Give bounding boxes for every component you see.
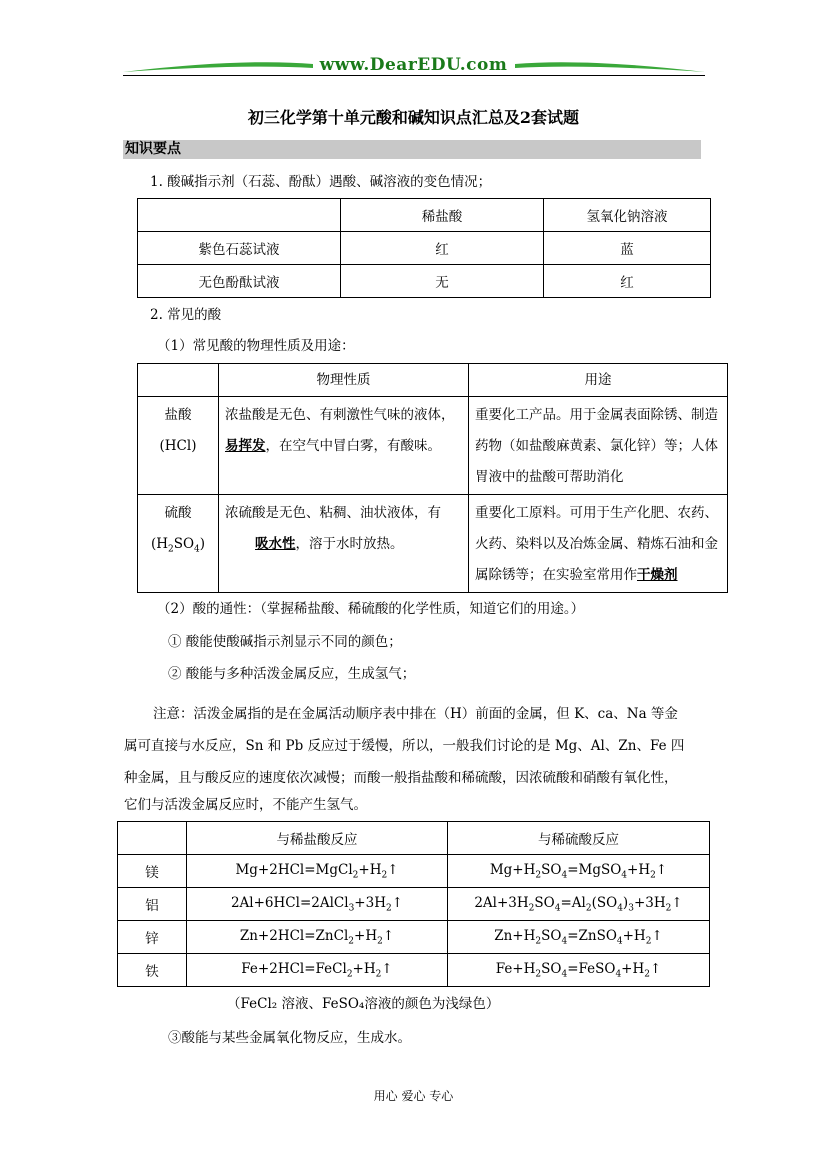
property-3: ③酸能与某些金属氧化物反应，生成水。 <box>168 1030 411 1046</box>
table-header: 与稀盐酸反应 <box>187 822 448 855</box>
equation-cell: $2Al+6HCl=2AlCl_3+3H_2↑$ <box>187 888 448 921</box>
equation-cell: $2Al+3H_2SO_4=Al_2(SO_4)_3+3H_2↑$ <box>448 888 710 921</box>
item-2-2: （2）酸的通性：（掌握稀盐酸、稀硫酸的化学性质，知道它们的用途。） <box>157 601 585 617</box>
section-title: 知识要点 <box>123 140 701 159</box>
item-2-1: （1）常见酸的物理性质及用途： <box>157 338 355 354</box>
acid-name-cell <box>138 495 219 593</box>
text: SO <box>173 536 195 552</box>
note-line: 注意：活泼金属指的是在金属活动顺序表中排在（H）前面的金属，但 K、ca、Na 等金 <box>153 706 678 722</box>
color-note: （FeCl₂ 溶液、FeSO₄溶液的颜色为浅绿色） <box>227 996 500 1012</box>
equation-cell: $Zn+H_2SO_4=ZnSO_4+H_2↑$ <box>448 921 710 954</box>
table-cell: 蓝 <box>544 232 711 265</box>
item-2: 2. 常见的酸 <box>150 307 222 323</box>
use-cell: 重要化工产品。用于金属表面除锈、制造药物（如盐酸麻黄素、氯化锌）等；人体胃液中的盐酸可帮助消化 <box>469 397 728 495</box>
table-header <box>138 199 341 232</box>
physical-property-cell <box>219 397 469 495</box>
table-header: 氢氧化钠溶液 <box>544 199 711 232</box>
subscript: 2 <box>167 544 174 555</box>
key-term: 干燥剂 <box>637 567 678 583</box>
property-1: ① 酸能使酸碱指示剂显示不同的颜色； <box>168 634 402 650</box>
text: 浓硫酸是无色、粘稠、油状液体，有 <box>225 505 441 521</box>
indicator-table <box>137 198 711 298</box>
text: ) <box>199 536 206 552</box>
acid-formula <box>144 529 212 566</box>
equation-cell: $Mg+2HCl=MgCl_2+H_2↑$ <box>187 855 448 888</box>
physical-property-cell <box>219 495 469 593</box>
item-1: 1. 酸碱指示剂（石蕊、酚酞）遇酸、碱溶液的变色情况； <box>150 174 492 190</box>
metal-cell: 锌 <box>118 921 187 954</box>
table-header <box>138 364 219 397</box>
metal-reaction-table <box>117 821 710 987</box>
acid-name: 硫酸 <box>164 505 192 521</box>
table-header: 与稀硫酸反应 <box>448 822 710 855</box>
table-header <box>118 822 187 855</box>
table-cell: 红 <box>544 265 711 298</box>
table-header: 用途 <box>469 364 728 397</box>
equation-cell: $Fe+2HCl=FeCl_2+H_2↑$ <box>187 954 448 987</box>
page-title: 初三化学第十单元酸和碱知识点汇总及2套试题 <box>247 108 580 127</box>
use-cell <box>469 495 728 593</box>
acid-name-cell <box>138 397 219 495</box>
acid-formula: (HCl) <box>159 438 197 454</box>
text: (H <box>150 536 168 552</box>
key-term: 易挥发 <box>225 438 266 454</box>
subscript: 4 <box>194 544 200 555</box>
note-line: 种金属，且与酸反应的速度依次减慢；而酸一般指盐酸和稀硫酸，因浓硫酸和硝酸有氧化性， <box>124 770 678 786</box>
table-cell: 无 <box>341 265 544 298</box>
acid-properties-table <box>137 363 728 593</box>
metal-cell: 铁 <box>118 954 187 987</box>
equation-cell: $Fe+H_2SO_4=FeSO_4+H_2↑$ <box>448 954 710 987</box>
property-2: ② 酸能与多种活泼金属反应，生成氢气； <box>168 666 416 682</box>
site-logo-text: www.DearEDU.com <box>319 55 508 75</box>
text: ，溶于水时放热。 <box>295 536 404 552</box>
equation-cell: $Zn+2HCl=ZnCl_2+H_2↑$ <box>187 921 448 954</box>
table-cell: 红 <box>341 232 544 265</box>
key-term: 吸水性 <box>255 536 296 552</box>
page-footer: 用心 爱心 专心 <box>373 1089 454 1103</box>
acid-name: 盐酸 <box>164 407 192 423</box>
table-header: 物理性质 <box>219 364 469 397</box>
note-line: 它们与活泼金属反应时，不能产生氢气。 <box>124 797 367 813</box>
equation-cell: $Mg+H_2SO_4=MgSO_4+H_2↑$ <box>448 855 710 888</box>
metal-cell: 镁 <box>118 855 187 888</box>
text: 浓盐酸是无色、有刺激性气味的液体， <box>225 407 455 423</box>
header-rule <box>123 75 705 76</box>
text: 重要化工原料。可用于生产化肥、农药、火药、染料以及冶炼金属、精炼石油和金属除锈等；在实验室常用作 <box>475 505 718 583</box>
table-cell: 紫色石蕊试液 <box>138 232 341 265</box>
table-cell: 无色酚酞试液 <box>138 265 341 298</box>
text: ，在空气中冒白雾，有酸味。 <box>265 438 441 454</box>
note-line: 属可直接与水反应，Sn 和 Pb 反应过于缓慢，所以，一般我们讨论的是 Mg、Al、Zn、Fe 四 <box>124 738 685 754</box>
metal-cell: 铝 <box>118 888 187 921</box>
table-header: 稀盐酸 <box>341 199 544 232</box>
